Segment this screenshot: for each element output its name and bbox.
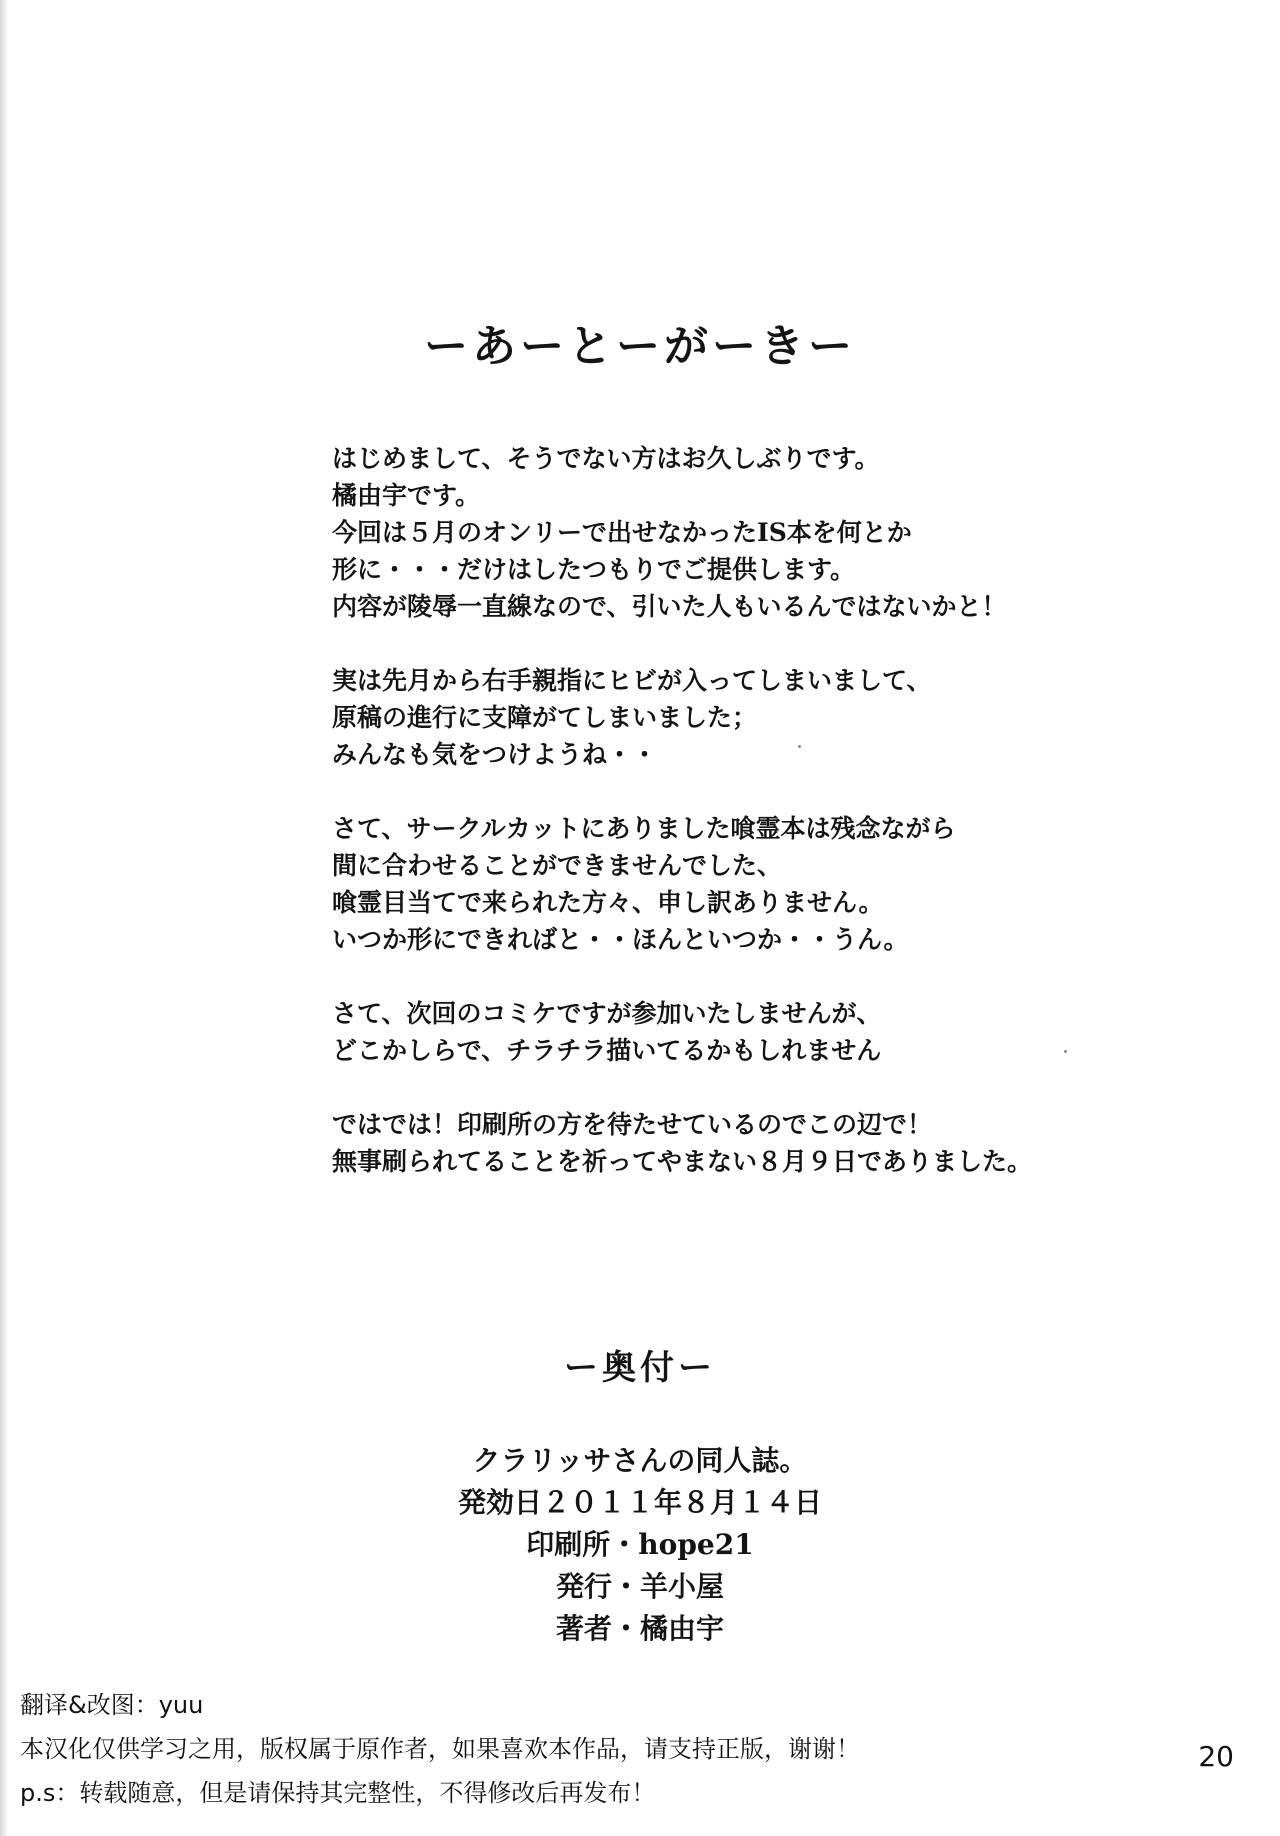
text-line: 原稿の進行に支障がてしまいました；	[332, 703, 758, 732]
text-line: ではでは！印刷所の方を待たせているのでこの辺で！	[332, 1110, 933, 1139]
afterword-paragraph-1	[332, 440, 1232, 625]
afterword-paragraph-4	[332, 995, 1232, 1069]
text-line: どこかしらで、チラチラ描いてるかもしれません	[332, 1036, 882, 1065]
text-line: いつか形にできればと・・ほんといつか・・うん。	[332, 925, 909, 954]
colophon-title: ー奥付ー	[564, 1348, 716, 1388]
afterword-title: ーあーとーがーきー	[424, 321, 856, 372]
page-number: 20	[1198, 1740, 1234, 1773]
text-line: みんなも気をつけようね・・	[332, 740, 658, 769]
afterword-paragraph-3	[332, 810, 1232, 958]
credit-repost-note: p.s：转载随意，但是请保持其完整性，不得修改后再发布！	[20, 1779, 656, 1807]
credit-disclaimer: 本汉化仅供学习之用，版权属于原作者，如果喜欢本作品，请支持正版，谢谢！	[20, 1735, 860, 1763]
text-line: 今回は５月のオンリーで出せなかったIS本を何とか	[332, 518, 912, 547]
credit-translator: 翻译&改图：yuu	[20, 1691, 204, 1719]
text-line: さて、サークルカットにありました喰霊本は残念ながら	[332, 814, 956, 843]
afterword-paragraph-2	[332, 662, 1232, 773]
text-line: 間に合わせることができませんでした、	[332, 851, 783, 880]
afterword-paragraph-5	[332, 1106, 1232, 1180]
colophon	[0, 1440, 1280, 1650]
colophon-printer: 印刷所・hope21	[526, 1528, 754, 1561]
afterword-body	[332, 440, 1232, 1217]
text-line: さて、次回のコミケですが参加いたしませんが、	[332, 999, 882, 1028]
colophon-publish-date: 発効日２０１１年８月１４日	[457, 1486, 822, 1519]
colophon-book-title: クラリッサさんの同人誌。	[472, 1444, 808, 1477]
text-line: 無事刷られてることを祈ってやまない８月９日でありました。	[332, 1147, 1033, 1176]
translation-credits	[20, 1683, 860, 1815]
text-line: 実は先月から右手親指にヒビが入ってしまいまして、	[332, 666, 932, 695]
scan-speck	[798, 745, 801, 748]
scan-speck	[1064, 1050, 1067, 1053]
text-line: 橘由宇です。	[332, 481, 481, 510]
colophon-publisher: 発行・羊小屋	[555, 1570, 724, 1603]
text-line: 内容が陵辱一直線なので、引いた人もいるんではないかと！	[332, 592, 1007, 621]
text-line: 喰霊目当てで来られた方々、申し訳ありません。	[332, 888, 884, 917]
colophon-author: 著者・橘由宇	[555, 1612, 724, 1645]
text-line: 形に・・・だけはしたつもりでご提供します。	[332, 555, 856, 584]
text-line: はじめまして、そうでない方はお久しぶりです。	[332, 444, 880, 473]
